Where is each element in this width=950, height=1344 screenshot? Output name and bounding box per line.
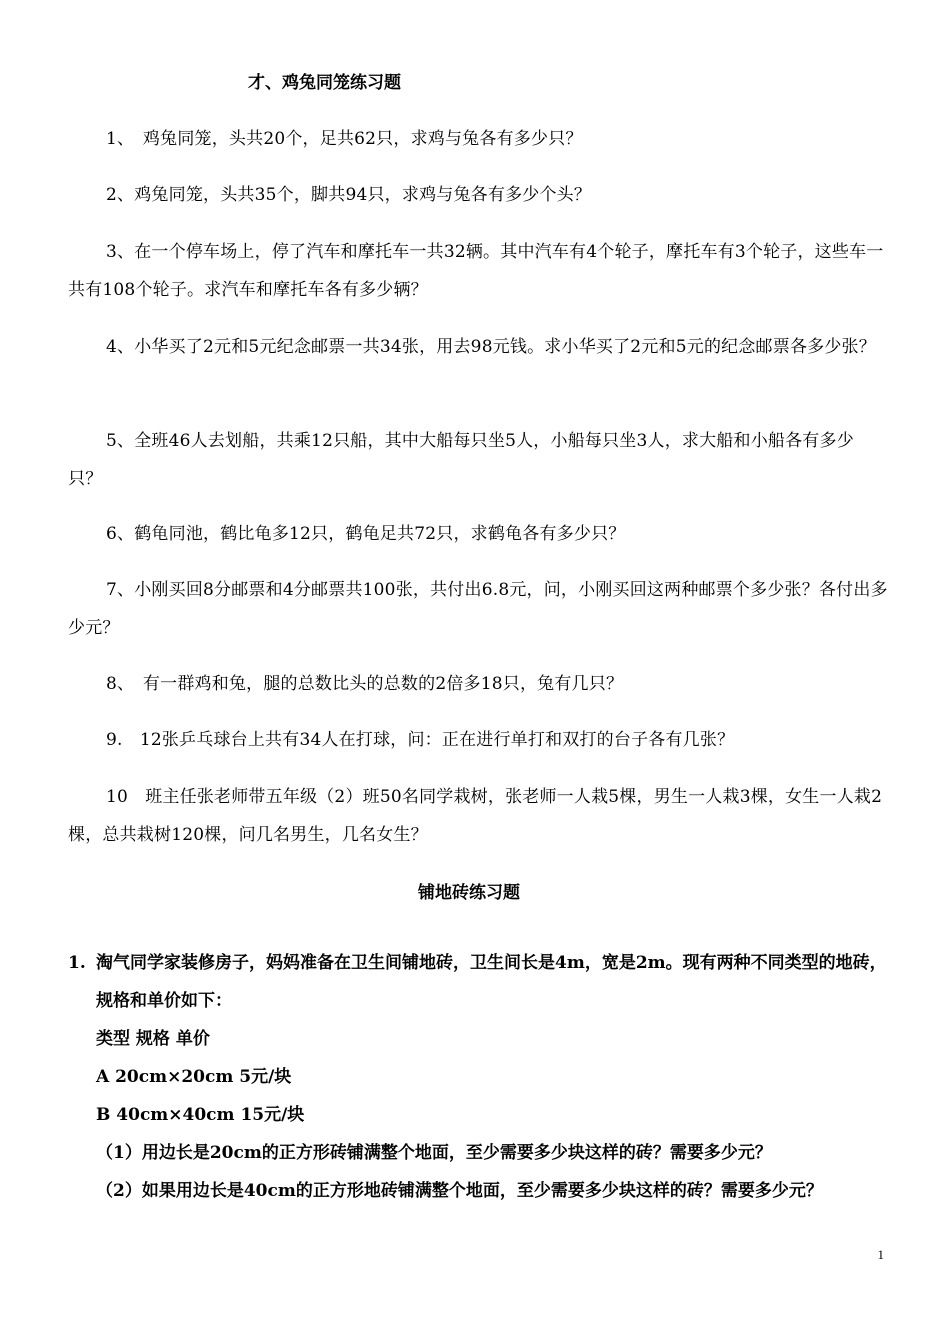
tile-row-a: A 20cm×20cm 5元/块 xyxy=(96,1067,292,1087)
tile-table-header: 类型 规格 单价 xyxy=(96,1029,210,1049)
question-9: 9. 12张乒乓球台上共有34人在打球，问：正在进行单打和双打的台子各有几张？ xyxy=(106,730,735,750)
question-3: 3、在一个停车场上，停了汽车和摩托车一共32辆。其中汽车有4个轮子，摩托车有3个轮子，这些车一共有108个轮子。求汽车和摩托车各有多少辆？ xyxy=(68,242,884,300)
question-7: 7、小刚买回8分邮票和4分邮票共100张，共付出6.8元，问，小刚买回这两种邮票个多少张？各付出多少元？ xyxy=(68,580,888,638)
tile-row-b: B 40cm×40cm 15元/块 xyxy=(96,1105,305,1125)
tile-problem-intro: 淘气同学家装修房子，妈妈准备在卫生间铺地砖，卫生间长是4m，宽是2m。现有两种不同类型的地砖，规格和单价如下： xyxy=(96,953,887,1011)
question-6: 6、鹤龟同池，鹤比龟多12只，鹤龟足共72只，求鹤龟各有多少只？ xyxy=(106,524,626,544)
question-5: 5、全班46人去划船，共乘12只船，其中大船每只坐5人，小船每只坐3人，求大船和小船各有多少只？ xyxy=(68,431,854,489)
question-10: 10 班主任张老师带五年级（2）班50名同学栽树，张老师一人栽5棵，男生一人栽3棵，女生一人栽2棵，总共栽树120棵，问几名男生，几名女生？ xyxy=(68,787,883,845)
question-4: 4、小华买了2元和5元纪念邮票一共34张，用去98元钱。求小华买了2元和5元的纪念邮票各多少张？ xyxy=(106,337,876,357)
tile-problem xyxy=(68,944,888,1210)
section-title-floor-tiles: 铺地砖练习题 xyxy=(418,883,520,903)
question-8: 8、 有一群鸡和兔，腿的总数比头的总数的2倍多18只，兔有几只？ xyxy=(106,674,624,694)
tile-problem-number: 1. xyxy=(68,953,86,973)
tile-subquestion-1: （1）用边长是20cm的正方形砖铺满整个地面，至少需要多少块这样的砖？需要多少元？ xyxy=(96,1143,772,1163)
section-title-chicken-rabbit: 才、鸡兔同笼练习题 xyxy=(248,73,401,93)
tile-subquestion-2: （2）如果用边长是40cm的正方形地砖铺满整个地面，至少需要多少块这样的砖？需要多少元？ xyxy=(96,1181,823,1201)
question-2: 2、鸡兔同笼，头共35个，脚共94只，求鸡与兔各有多少个头？ xyxy=(106,185,592,205)
page-number: 1 xyxy=(877,1247,884,1262)
question-1: 1、 鸡兔同笼，头共20个，足共62只，求鸡与兔各有多少只？ xyxy=(106,129,583,149)
